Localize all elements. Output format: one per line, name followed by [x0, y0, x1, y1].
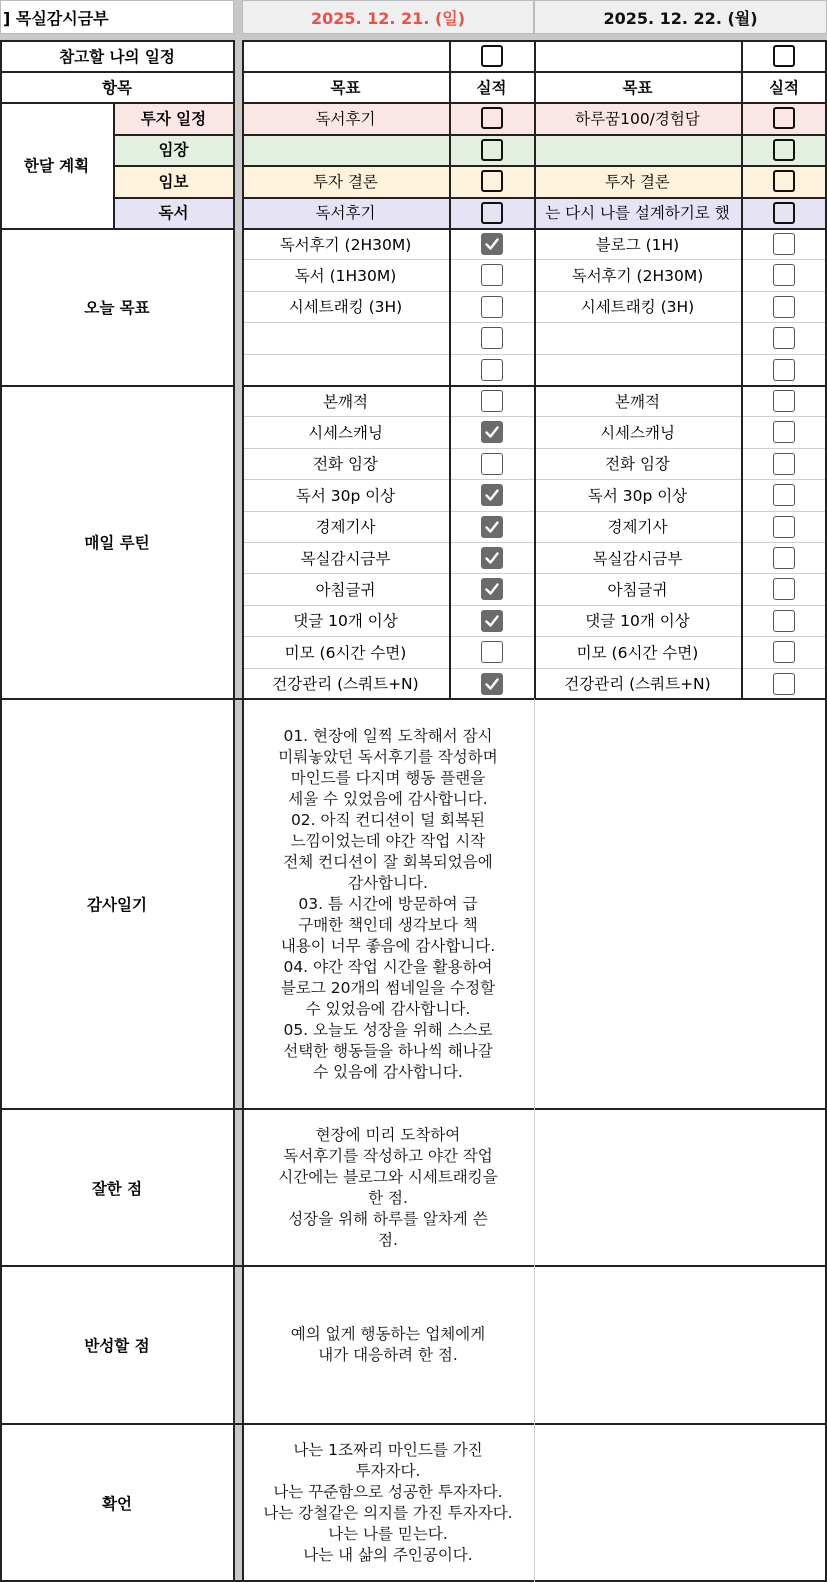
today-checkbox-day1-cell: [449, 259, 534, 290]
grid-line: [0, 40, 234, 42]
routine-checkbox-day2[interactable]: [773, 516, 795, 538]
today-checkbox-day1[interactable]: [481, 233, 503, 255]
today-checkbox-day1-cell: [449, 291, 534, 322]
routine-goal-day2[interactable]: 전화 임장: [605, 455, 670, 474]
routine-goal-day1[interactable]: 시세스캐닝: [308, 424, 383, 443]
routine-goal-day2[interactable]: 미모 (6시간 수면): [576, 643, 699, 662]
today-checkbox-day1-cell: [449, 322, 534, 353]
monthly-goal-day2[interactable]: 하루꿈100/경험담: [534, 102, 741, 134]
today-checkbox-day2-cell: [741, 322, 827, 353]
grid-line: [0, 698, 827, 700]
routine-checkbox-day1[interactable]: [481, 547, 503, 569]
routine-checkbox-day1-cell: [449, 385, 534, 416]
grid-line: [0, 1423, 827, 1425]
today-checkbox-day1-cell: [449, 354, 534, 385]
today-checkbox-day1[interactable]: [481, 296, 503, 318]
routine-checkbox-day1[interactable]: [481, 390, 503, 412]
monthly-row-label: 임장: [113, 134, 234, 166]
gratitude-day2-text[interactable]: [534, 699, 827, 1109]
routine-checkbox-day1-cell: [449, 668, 534, 699]
today-checkbox-day1[interactable]: [481, 264, 503, 286]
monthly-goal-day1[interactable]: 독서후기: [242, 102, 449, 134]
routine-checkbox-day2[interactable]: [773, 484, 795, 506]
ref-checkbox-day1[interactable]: [481, 45, 503, 67]
today-checkbox-day1-cell: [449, 228, 534, 259]
today-checkbox-day2-cell: [741, 354, 827, 385]
monthly-checkbox-day1[interactable]: [481, 139, 503, 161]
grid-line: [0, 385, 234, 387]
routine-goal-day2[interactable]: 시세스캐닝: [600, 424, 675, 443]
grid-line: [534, 40, 536, 699]
monthly-row-label: 독서: [113, 197, 234, 229]
routine-goal-day1[interactable]: 목실감시금부: [300, 549, 391, 568]
routine-goal-day2[interactable]: 경제기사: [607, 518, 668, 537]
today-checkbox-day2[interactable]: [773, 296, 795, 318]
monthly-checkbox-day1[interactable]: [481, 107, 503, 129]
routine-checkbox-day2-cell: [741, 668, 827, 699]
routine-checkbox-day1[interactable]: [481, 610, 503, 632]
monthly-checkbox-day2[interactable]: [773, 139, 795, 161]
monthly-checkbox-day1-cell: [449, 134, 534, 166]
monthly-checkbox-day2-cell: [741, 134, 827, 166]
gratitude-day1-text[interactable]: 01. 현장에 일찍 도착해서 잠시 미뤄놓았던 독서후기를 작성하며 마인드를 다지며 행동 플랜을 세울 수 있었음에 감사합니다. 02. 아직 컨디션이 덜 회복된 느낌이었는데 야간 작업 시작 전체 컨디션이 잘 회복되었음에 감사합니다. 03. 틈 시간에 방문하여 급 구매한 책인데 생각보다 책 내용이 너무 좋음에 감사합니다. 04. 야간 작업 시간을 활용하여 블로그 20개의 썸네일을 수정할 수 있었음에 감사합니다. 05. 오늘도 성장을 위해 스스로 선택한 행동들을 하나씩 해나갈 수 있음에 감사합니다.: [278, 726, 498, 1081]
well-done-day1-text[interactable]: 현장에 미리 도착하여 독서후기를 작성하고 야간 작업 시간에는 블로그와 시세트래킹을 한 점. 성장을 위해 하루를 알차게 쓴 점.: [278, 1125, 498, 1249]
today-checkbox-day2[interactable]: [773, 264, 795, 286]
today-checkbox-day1[interactable]: [481, 359, 503, 381]
routine-checkbox-day2[interactable]: [773, 390, 795, 412]
column-header-goal-day2: 목표: [622, 78, 653, 97]
routine-checkbox-day2[interactable]: [773, 610, 795, 632]
column-header-goal-day1: 목표: [330, 78, 361, 97]
routine-checkbox-day1[interactable]: [481, 421, 503, 443]
monthly-checkbox-day2-cell: [741, 197, 827, 229]
monthly-checkbox-day1-cell: [449, 165, 534, 197]
today-checkbox-day2-cell: [741, 259, 827, 290]
routine-goal-day1[interactable]: 본깨적: [323, 392, 368, 411]
routine-checkbox-day1-cell: [449, 573, 534, 604]
column-header-item: 항목: [102, 78, 132, 97]
ref-checkbox-day2-cell: [741, 40, 827, 71]
routine-goal-day1[interactable]: 독서 30p 이상: [295, 486, 396, 505]
today-goal-day2[interactable]: 블로그 (1H): [595, 235, 680, 254]
routine-goal-day2[interactable]: 아침글귀: [607, 581, 668, 600]
monthly-checkbox-day2-cell: [741, 102, 827, 134]
today-checkbox-day2-cell: [741, 228, 827, 259]
today-checkbox-day2[interactable]: [773, 359, 795, 381]
monthly-checkbox-day1-cell: [449, 102, 534, 134]
today-goal-day1[interactable]: 시세트래킹 (3H): [288, 298, 403, 317]
reflection-day2-text[interactable]: [534, 1266, 827, 1424]
grid-line: [0, 1265, 827, 1267]
monthly-checkbox-day2[interactable]: [773, 202, 795, 224]
gratitude-label: 감사일기: [87, 896, 147, 914]
grid-line: [233, 40, 235, 1582]
routine-checkbox-day2[interactable]: [773, 641, 795, 663]
sheet-title: ] 목실감시금부: [0, 0, 234, 34]
routine-checkbox-day2[interactable]: [773, 547, 795, 569]
grid-line: [113, 197, 234, 199]
affirmation-label: 확언: [102, 1495, 132, 1513]
routine-goal-day1[interactable]: 경제기사: [315, 518, 376, 537]
grid-line: [0, 1108, 827, 1110]
ref-schedule-label: 참고할 나의 일정: [59, 47, 175, 66]
reflection-label: 반성할 점: [84, 1337, 150, 1355]
today-goal-day2[interactable]: 시세트래킹 (3H): [580, 298, 695, 317]
routine-goal-day2[interactable]: 본깨적: [615, 392, 660, 411]
routine-checkbox-day2-cell: [741, 511, 827, 542]
routine-checkbox-day2[interactable]: [773, 673, 795, 695]
grid-line: [0, 102, 234, 104]
routine-checkbox-day2-cell: [741, 573, 827, 604]
today-checkbox-day2[interactable]: [773, 327, 795, 349]
monthly-checkbox-day1[interactable]: [481, 170, 503, 192]
affirmation-day1-text[interactable]: 나는 1조짜리 마인드를 가진 투자자다. 나는 꾸준함으로 성공한 투자자다. 나는 강철같은 의지를 가진 투자자다. 나는 나를 믿는다. 나는 내 삶의 주인공이다.: [263, 1441, 513, 1564]
routine-checkbox-day2-cell: [741, 636, 827, 667]
routine-checkbox-day1[interactable]: [481, 641, 503, 663]
routine-checkbox-day2-cell: [741, 605, 827, 636]
routine-goal-day1[interactable]: 건강관리 (스쿼트+N): [272, 675, 419, 694]
routine-checkbox-day1-cell: [449, 416, 534, 447]
routine-goal-day1[interactable]: 아침글귀: [315, 581, 376, 600]
routine-checkbox-day1-cell: [449, 448, 534, 479]
ref-goal-day1[interactable]: [242, 40, 449, 71]
monthly-row-label: 투자 일정: [113, 102, 234, 134]
routine-goal-day2[interactable]: 댓글 10개 이상: [585, 612, 690, 631]
monthly-goal-day1[interactable]: 투자 결론: [242, 165, 449, 197]
today-checkbox-day2[interactable]: [773, 233, 795, 255]
affirmation-day2-text[interactable]: [534, 1424, 827, 1582]
routine-checkbox-day1[interactable]: [481, 516, 503, 538]
reflection-day1-text[interactable]: 예의 없게 행동하는 업체에게 내가 대응하려 한 점.: [290, 1325, 486, 1364]
routine-checkbox-day1[interactable]: [481, 453, 503, 475]
date-header-day1[interactable]: 2025. 12. 21. (일): [242, 0, 534, 34]
monthly-row-label: 임보: [113, 165, 234, 197]
well-done-day2-text[interactable]: [534, 1109, 827, 1266]
routine-checkbox-day2-cell: [741, 385, 827, 416]
ref-checkbox-day1-cell: [449, 40, 534, 71]
routine-checkbox-day1-cell: [449, 605, 534, 636]
date-header-day2[interactable]: 2025. 12. 22. (월): [534, 0, 827, 34]
routine-checkbox-day2-cell: [741, 416, 827, 447]
today-goal-day2[interactable]: [534, 322, 741, 353]
routine-checkbox-day2-cell: [741, 448, 827, 479]
routine-checkbox-day1-cell: [449, 479, 534, 510]
monthly-goal-day1[interactable]: 독서후기: [242, 197, 449, 229]
monthly-checkbox-day2[interactable]: [773, 170, 795, 192]
well-done-label: 잘한 점: [91, 1179, 143, 1198]
routine-checkbox-day1[interactable]: [481, 673, 503, 695]
routine-goal-day2[interactable]: 목실감시금부: [592, 549, 683, 568]
routine-checkbox-day1-cell: [449, 511, 534, 542]
today-goal-day2[interactable]: 독서후기 (2H30M): [571, 267, 704, 286]
grid-line: [113, 134, 234, 136]
monthly-goal-day2[interactable]: 투자 결론: [534, 165, 741, 197]
monthly-checkbox-day2[interactable]: [773, 107, 795, 129]
routine-checkbox-day2-cell: [741, 479, 827, 510]
column-header-result-day1: 실적: [476, 78, 507, 97]
routine-goal-day2[interactable]: 건강관리 (스쿼트+N): [564, 675, 711, 694]
routine-checkbox-day2[interactable]: [773, 578, 795, 600]
grid-line: [0, 71, 234, 73]
routine-checkbox-day2[interactable]: [773, 453, 795, 475]
monthly-checkbox-day2-cell: [741, 165, 827, 197]
grid-line: [113, 102, 115, 228]
routine-checkbox-day2-cell: [741, 542, 827, 573]
today-checkbox-day2-cell: [741, 291, 827, 322]
daily-routine-label: 매일 루틴: [84, 534, 150, 552]
grid-line: [242, 40, 244, 1582]
monthly-checkbox-day1-cell: [449, 197, 534, 229]
today-goal-day1[interactable]: [242, 354, 449, 385]
routine-checkbox-day1[interactable]: [481, 578, 503, 600]
monthly-goal-day2[interactable]: 는 다시 나를 설계하기로 했: [534, 197, 741, 229]
today-checkbox-day1[interactable]: [481, 327, 503, 349]
today-goals-label: 오늘 목표: [84, 298, 150, 317]
routine-checkbox-day2[interactable]: [773, 421, 795, 443]
today-goal-day1[interactable]: 독서 (1H30M): [294, 267, 397, 286]
routine-goal-day2[interactable]: 독서 30p 이상: [587, 486, 688, 505]
today-goal-day1[interactable]: 독서후기 (2H30M): [279, 235, 412, 254]
grid-line: [449, 40, 451, 699]
today-goal-day2[interactable]: [534, 354, 741, 385]
routine-checkbox-day1-cell: [449, 636, 534, 667]
ref-checkbox-day2[interactable]: [773, 45, 795, 67]
column-header-result-day2: 실적: [769, 78, 799, 97]
frozen-pane-divider: [234, 0, 242, 1582]
monthly-plan-label: 한달 계획: [23, 157, 90, 175]
grid-line: [0, 228, 234, 230]
routine-checkbox-day1-cell: [449, 542, 534, 573]
grid-line: [0, 40, 2, 1582]
monthly-goal-day2[interactable]: [534, 134, 741, 166]
routine-goal-day1[interactable]: 전화 임장: [313, 455, 378, 474]
routine-goal-day1[interactable]: 댓글 10개 이상: [293, 612, 398, 631]
today-goal-day1[interactable]: [242, 322, 449, 353]
monthly-goal-day1[interactable]: [242, 134, 449, 166]
grid-line: [741, 40, 743, 699]
routine-goal-day1[interactable]: 미모 (6시간 수면): [284, 643, 407, 662]
ref-goal-day2[interactable]: [534, 40, 741, 71]
grid-line: [113, 165, 234, 167]
monthly-checkbox-day1[interactable]: [481, 202, 503, 224]
routine-checkbox-day1[interactable]: [481, 484, 503, 506]
